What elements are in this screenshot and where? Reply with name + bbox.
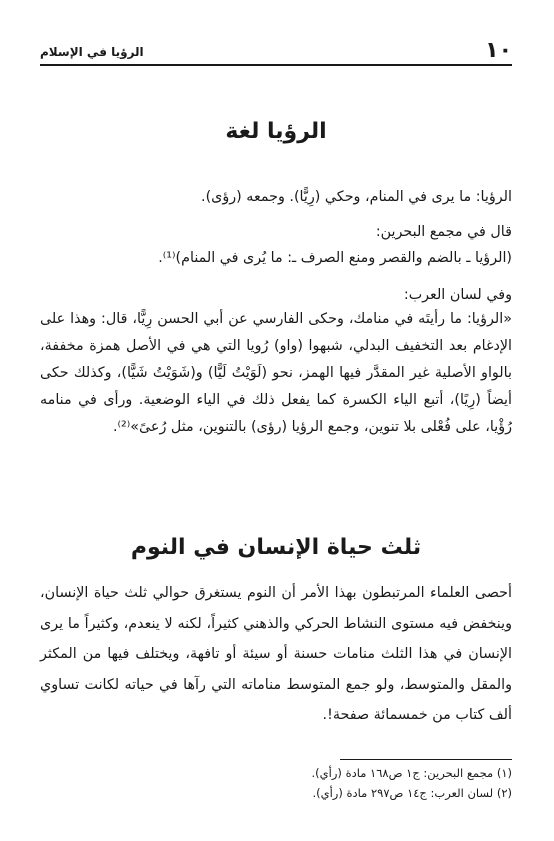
header-rule: [40, 64, 512, 66]
running-title: الرؤيا في الإسلام: [40, 45, 144, 59]
bahrain-quote: (الرؤيا ـ بالضم والقصر ومنع الصرف ـ: ما يُرى في المنام)⁽¹⁾.: [158, 250, 512, 266]
footnote-rule: [340, 759, 512, 760]
section-title-sleep: ثلث حياة الإنسان في النوم: [130, 535, 422, 560]
page-header: [40, 38, 512, 66]
lisan-quote: «الرؤيا: ما رأيتَه في منامك، وحكى الفارسي عن أبي الحسن رِيًّا، قال: وهذا على الإدغام بعد التخفيف البدلي، شبهوا (واو) رُويا التي هي في الأصل همزة مخففة، بالواو الأصلية غير المقدَّر فيها الهمز، نحو (لَوَيْتُ لَيًّا) و(شَوَيْتُ شَيًّا)، وكذلك حكى أيضاً (رِيًا)، أتبع الياء الكسرة كما يفعل ذلك في الياء الوضعية. ورأى في منامه رُؤْيا، على فُعْلى بلا تنوين، وجمع الرؤيا (رؤى) بالتنوين، مثل رُعىً»⁽²⁾.: [40, 311, 512, 435]
page-number: ١٠: [485, 38, 512, 63]
footnote-2: (٢) لسان العرب: ج١٤ ص٢٩٧ مادة (رأي).: [312, 786, 512, 800]
definition-paragraph: الرؤيا: ما يرى في المنام، وحكي (رِيًّا). وجمعه (رؤى).: [201, 189, 512, 205]
section-title-linguistic: الرؤيا لغة: [225, 119, 327, 144]
footnote-1: (١) مجمع البحرين: ج١ ص١٦٨ مادة (رأي).: [311, 766, 512, 780]
lisan-intro: وفي لسان العرب:: [403, 287, 512, 303]
bahrain-intro: قال في مجمع البحرين:: [375, 224, 512, 240]
sleep-paragraph: أحصى العلماء المرتبطون بهذا الأمر أن النوم يستغرق حوالي ثلث حياة الإنسان، وينخفض فيه مستوى النشاط الحركي والذهني كثيراً، لكنه لا ينعدم، وكثيراً ما يرى الإنسان في هذا الثلث منامات حسنة أو سيئة أو تافهة، ويختلف فيها من المكثر والمقل والمتوسط، ولو جمع المتوسط مناماته التي رآها في حياته لكانت تساوي ألف كتاب من خمسمائة صفحة!.: [40, 585, 512, 723]
